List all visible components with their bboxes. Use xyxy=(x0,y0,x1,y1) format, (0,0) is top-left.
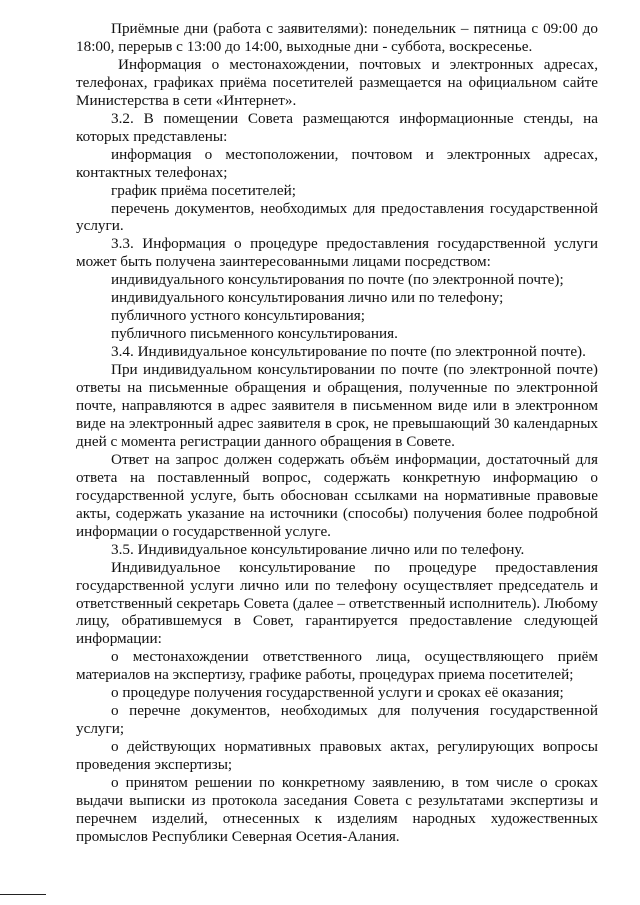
paragraph-info-location: Информация о местонахождении, почтовых и электронных адресах, телефонах, графиках приёма посетителей размещается на официальном сайте Министерства в сети «Интернет». xyxy=(76,55,598,109)
paragraph-section-3-4: 3.4. Индивидуальное консультирование по почте (по электронной почте). xyxy=(111,343,586,361)
list-item-responsible-location: о местонахождении ответственного лица, осуществляющего приём материалов на экспертизу, графике работы, процедурах приема посетителей; xyxy=(76,648,598,684)
paragraph-section-3-5: 3.5. Индивидуальное консультирование лично или по телефону. xyxy=(111,540,525,558)
list-item-regulatory-acts: о действующих нормативных правовых актах, регулирующих вопросы проведения экспертизы; xyxy=(76,738,598,774)
paragraph-section-3-3: 3.3. Информация о процедуре предоставления государственной услуги может быть получена заинтересованными лицами посредством: xyxy=(76,235,598,271)
list-item-mail-consulting: индивидуального консультирования по почте (по электронной почте); xyxy=(111,271,564,289)
list-item-location-info: информация о местоположении, почтовом и электронных адресах, контактных телефонах; xyxy=(76,145,598,181)
list-item-personal-consulting: индивидуального консультирования лично или по телефону; xyxy=(111,289,504,307)
document-body xyxy=(76,20,598,846)
list-item-documents-list: перечень документов, необходимых для предоставления государственной услуги. xyxy=(76,199,598,235)
list-item-reception-schedule: график приёма посетителей; xyxy=(111,181,296,199)
list-item-documents-required: о перечне документов, необходимых для получения государственной услуги; xyxy=(76,702,598,738)
paragraph-section-3-2: 3.2. В помещении Совета размещаются информационные стенды, на которых представлены: xyxy=(76,109,598,145)
list-item-public-oral: публичного устного консультирования; xyxy=(111,307,365,325)
paragraph-personal-consulting-details: Индивидуальное консультирование по процедуре предоставления государственной услуги лично или по телефону осуществляет председатель и ответственный секретарь Совета (далее – ответственный исполнитель). Любому лицу, обратившемуся в Совет, гарантируется предоставление следующей информации: xyxy=(76,558,598,648)
footnote-rule xyxy=(0,894,46,895)
paragraph-mail-consulting-details: При индивидуальном консультировании по почте (по электронной почте) ответы на письменные обращения и обращения, полученные по электронной почте, направляются в адрес заявителя в письменном виде или в электронном виде на электронный адрес заявителя в срок, не превышающий 30 календарных дней с момента регистрации данного обращения в Совете. xyxy=(76,361,598,450)
paragraph-response-content: Ответ на запрос должен содержать объём информации, достаточный для ответа на поставленный вопрос, содержать конкретную информацию о государственной услуге, быть обоснован ссылками на нормативные правовые акты, содержать указание на источники (способы) получения более подробной информации о государственной услуге. xyxy=(76,450,598,540)
list-item-procedure-terms: о процедуре получения государственной услуги и сроках её оказания; xyxy=(111,684,564,702)
list-item-decision-info: о принятом решении по конкретному заявлению, в том числе о сроках выдачи выписки из протокола заседания Совета с результатами экспертизы и перечнем изделий, отнесенных к изделиям народных художественных промыслов Республики Северная Осетия-Алания. xyxy=(76,774,598,845)
list-item-public-written: публичного письменного консультирования. xyxy=(111,325,398,343)
paragraph-reception-days: Приёмные дни (работа с заявителями): понедельник – пятница с 09:00 до 18:00, перерыв с 13:00 до 14:00, выходные дни - суббота, воскресенье. xyxy=(76,20,598,55)
